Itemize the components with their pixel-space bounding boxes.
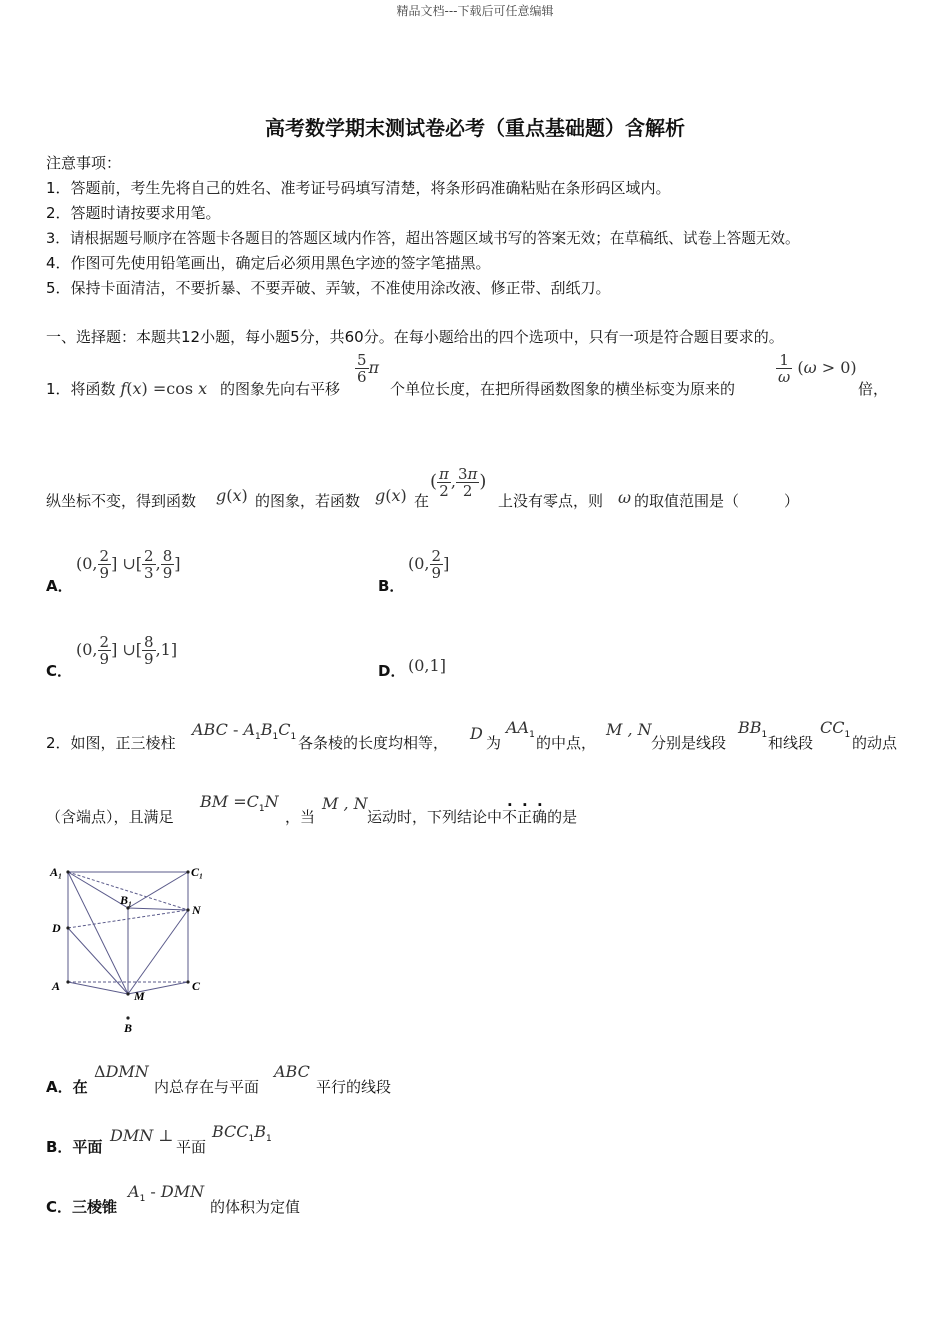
q2-text-endpoints: （含端点），且满足 (46, 808, 174, 826)
q2-text-segments: 分别是线段 (651, 734, 727, 752)
q1-option-a-label[interactable]: A． (46, 577, 73, 595)
q1-option-b-label[interactable]: B． (378, 577, 405, 595)
q2-option-b-text2: 平面 (176, 1138, 207, 1156)
formula-D: D (470, 724, 483, 743)
formula-triangle-DMN: ΔDMN (94, 1062, 149, 1081)
formula-M-N-2: M , N (322, 794, 368, 813)
q1-option-d-label[interactable]: D． (378, 662, 406, 680)
q1-option-c-label[interactable]: C． (46, 662, 73, 680)
q2-option-a-text2: 内总存在与平面 (154, 1078, 260, 1096)
label-C: C (192, 979, 201, 993)
q2-text-prism: 2．如图，正三棱柱 (46, 734, 176, 752)
q1-text-on: 在 (414, 492, 430, 510)
q2-text-when: ，当 (285, 808, 316, 826)
q1-option-b-value[interactable]: (0, $\frac{2}{9}$ ] (408, 547, 450, 582)
prism-figure (46, 860, 216, 1040)
q2-text-edges: 各条棱的长度均相等， (298, 734, 449, 752)
q2-text-and: 和线段 (768, 734, 814, 752)
q1-text-ycoord: 纵坐标不变，得到函数 (46, 492, 197, 510)
formula-g-x-1: g(x) (216, 486, 248, 505)
q2-option-a-text3: 平行的线段 (316, 1078, 392, 1096)
formula-M-N: M , N (606, 720, 652, 739)
q1-line1: 1．将函数 f(x) =cos x (46, 379, 208, 398)
label-B: B (124, 1021, 133, 1035)
formula-BB1: $BB_1$ (738, 718, 768, 741)
formula-1-omega: $\frac{1}{\omega}$ (ω > 0) (778, 351, 857, 386)
q1-text-range: 的取值范围是（ ） (634, 492, 800, 510)
page-title: 高考数学期末测试卷必考（重点基础题）含解析 (265, 116, 685, 140)
formula-CC1: $CC_1$ (820, 718, 851, 741)
notice-item-4: 4．作图可先使用铅笔画出，确定后必须用黑色字迹的签字笔描黑。 (46, 254, 491, 272)
formula-BCC1B1: $BCC_1B_1$ (212, 1122, 272, 1145)
q2-text-moving: 的动点 (852, 734, 898, 752)
q1-text-if: 的图象，若函数 (255, 492, 361, 510)
notice-item-1: 1．答题前，考生先将自己的姓名、准考证号码填写清楚，将条形码准确粘贴在条形码区域内。 (46, 179, 671, 197)
q1-option-c-value[interactable]: (0, $\frac{2}{9}$ ] ∪[ $\frac{8}{9}$ ,1] (76, 633, 178, 668)
notice-item-3: 3．请根据题号顺序在答题卡各题目的答题区域内作答，超出答题区域书写的答案无效；在草稿纸、试卷上答题无效。 (46, 230, 800, 247)
q2-option-c[interactable]: C．三棱锥 (46, 1198, 118, 1216)
q2-text-midpoint: 的中点， (536, 734, 597, 752)
label-C1: C₁ (191, 865, 204, 879)
label-A: A (52, 979, 61, 993)
q2-option-b[interactable]: B．平面 (46, 1138, 103, 1156)
label-N: N (192, 903, 201, 917)
q1-text-shift: 的图象先向右平移 (220, 380, 341, 398)
formula-interval: ( $\frac{\pi}{2}$ , $\frac{3\pi}{2}$ ) (430, 465, 487, 500)
q1-option-d-value[interactable]: (0,1] (408, 656, 446, 675)
formula-prism: ABC - $A_1B_1C_1$ (192, 720, 297, 743)
formula-ABC: ABC (274, 1062, 310, 1081)
q2-option-c-text2: 的体积为定值 (210, 1198, 301, 1216)
label-D: D (52, 921, 61, 935)
formula-5pi-6: $\frac{5}{6}$ π (357, 351, 380, 386)
page-header: 精品文档---下载后可任意编辑 (396, 4, 554, 18)
label-B1: B₁ (120, 893, 133, 907)
q2-text-is: 为 (486, 734, 502, 752)
label-A1: A₁ (50, 865, 63, 879)
section-heading: 一、选择题：本题共12小题，每小题5分，共60分。在每小题给出的四个选项中，只有一项是符合题目要求的。 (46, 328, 784, 346)
label-M: M (134, 989, 145, 1003)
formula-AA1: $AA_1$ (506, 718, 535, 741)
notice-item-2: 2．答题时请按要求用笔。 (46, 204, 221, 222)
q1-text-nozero: 上没有零点，则 (498, 492, 604, 510)
q1-text-times: 倍， (858, 380, 889, 398)
q2-text-conclusion: 运动时，下列结论中不正确的是 (367, 808, 578, 826)
q1-text-scale: 个单位长度，在把所得函数图象的横坐标变为原来的 (390, 380, 736, 398)
notice-item-5: 5．保持卡面清洁，不要折暴、不要弄破、弄皱，不准使用涂改液、修正带、刮纸刀。 (46, 279, 611, 297)
notice-heading: 注意事项： (46, 154, 122, 172)
formula-g-x-2: g(x) (375, 486, 407, 505)
q2-option-a[interactable]: A．在 (46, 1078, 88, 1096)
formula-BM-C1N: BM $=C_1N$ (200, 792, 279, 815)
q1-option-a-value[interactable]: (0, $\frac{2}{9}$ ] ∪[ $\frac{2}{3}$ , $\frac{8}{9}$ ] (76, 547, 181, 582)
formula-DMN-perp: DMN ⊥ (110, 1126, 174, 1145)
formula-A1-DMN: $A_1$ - DMN (128, 1182, 205, 1205)
formula-omega: ω (618, 488, 632, 507)
formula-f-cos: f (120, 379, 127, 398)
